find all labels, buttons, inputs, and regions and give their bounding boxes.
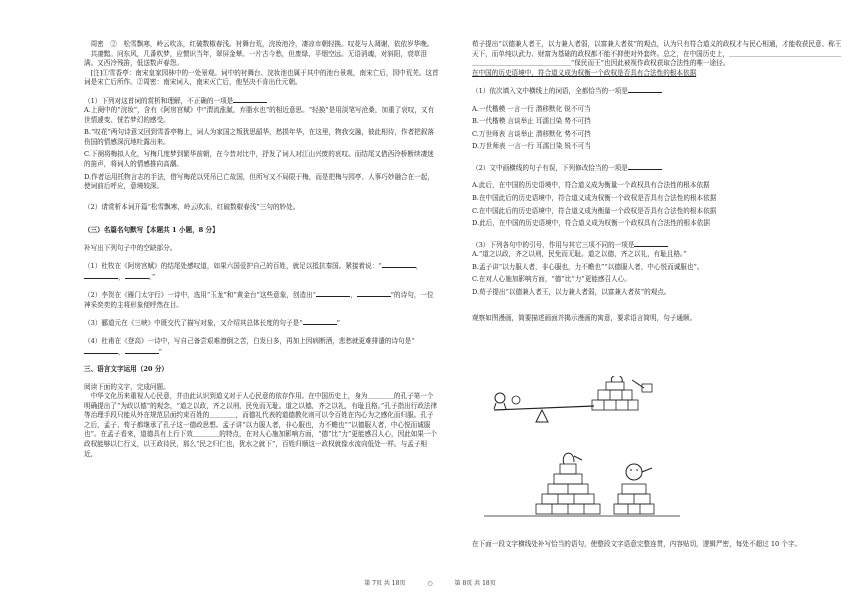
fill-2: （2）李贺在《雁门太守行》一诗中，选用“玉龙”和“黄金台”这些意象，创造出“ ， ”的诗句，一位神采奕奕的主将形象便呼然在目。 bbox=[84, 291, 434, 309]
r-q1-option-c: C.万世师表 言谈举止 潜移默化 势不可挡 bbox=[472, 129, 591, 138]
r-q3-option-d: D.荀子提出“以德兼人者王，以力兼人者弱，以富兼人者贫”的观点。 bbox=[472, 287, 671, 296]
q1-option-d: D.作者运用托物言志的手法，借写梅花以凭吊已亡故国，但所写又不局限于梅，而是把梅与园亭、人事巧妙融合在一起，使词前后呼应，意境较深。 bbox=[84, 172, 435, 191]
fill-3: （3）郦道元在《三峡》中既交代了描写对象，又介绍其总体长度的句子是“ ” bbox=[84, 319, 340, 328]
q2-stem: （2）请赏析本词开篇“松雪飘寒，岭云吹冻，红破数椒春浅”三句的妙处。 bbox=[84, 202, 300, 211]
last-question: 在下面一段文字横线处补写恰当的语句，使整段文字语意完整连贯，内容贴切，逻辑严密，每处不超过 10 个字。 bbox=[472, 540, 802, 548]
poem-note: [注]①雪香亭：南宋皇家园林中的一处景观。词中的衬舞台、浣妆池也属于其中的池台景观，南宋亡后，园中荒芜。这首词是宋亡后所作。②周密：南宋词人，南宋灭亡后，他坚决不肯出仕元朝。 bbox=[84, 68, 439, 87]
left-column bbox=[84, 40, 439, 459]
cartoon-prompt: 观察如图漫画，简要描述画面并揭示漫画的寓意，要求语言简明，句子通顺。 bbox=[472, 314, 697, 323]
page-number-right: 第 8页 共 18页 bbox=[454, 580, 496, 587]
r-q2-stem: （2）文中画横线的句子有误，下列修改恰当的一项是 bbox=[472, 163, 842, 174]
r-q1-option-b: B.一代楷模 言谈举止 耳濡目染 势不可挡 bbox=[472, 117, 591, 126]
section3-intro: 补写出下列句子中的空缺部分。 bbox=[84, 243, 177, 252]
r-q3-option-c: C.在对人心施加影响方面，“德”比“力”更能感召人心。 bbox=[472, 275, 631, 284]
cont-text: 荀子提出“以德兼人者王，以力兼人者弱，以富兼人者贫”的观点，认为只有符合道义的政权才与民心相通，才能收获民意、称王天下，而单纯以武力、财富为基础的政权都不能不抑使对外套终。总之，在中国历史上，＿＿＿＿＿＿＿＿＿＿＿＿＿＿＿＿＿＿＿＿＿＿＿＿＿＿＿＿＿＿＿＿“保民而王”也因此被视作政权获取合法性的唯一途径。 bbox=[472, 40, 842, 68]
q1-option-a: A.上阕中的“浣妆”，含有《阿房宫赋》中“渭流涨腻，弃脂水也”的相近意思。“轻换”是用淡笔写沧桑，加重了哀叹，又有世情遽变、恍若梦幻的感受。 bbox=[84, 106, 435, 124]
r-q3-stem: （3）下列各句中的引号，作用与其它三项不同的一项是 bbox=[472, 240, 842, 251]
r-q1-option-d: D.万世师表 一言一行 耳濡目染 锐不可当 bbox=[472, 142, 591, 151]
r-q1-stem: （1）依次填入文中横线上的词语，全都恰当的一项是 bbox=[472, 86, 842, 97]
lang-text: 中华文化历来重视人心民意，并由此认识到道义对于人心民意的依存作用。在中国历史上，身为＿＿＿＿的孔子第一个明确提出了“为政以德”的观念，“道之以政，齐之以刑，民免而无耻。道之以德，齐之以礼，有耻且格。”孔子指出行政法律等治理手段只能从外在规范层面约束百姓的＿＿＿＿，而德礼代表的道德教化则可以令百姓在内心为之感化而归服。孔子之后，孟子、荀子都继承了孔子这一德政思想。孟子讲“以力服人者，非心服也，力不赡也”“以德服人者，中心悦而诚服也”。在孟子看来，道德具有上行下效＿＿＿＿的特点，在对人心施加影响方面，“德”比“力”更能感召人心，因此如果一个政权能够以仁行义，以王政待民，那么“民之归仁也，犹水之就下”，百姓归顺这一政权就像水流向低处一样。与孟子相近， bbox=[84, 392, 438, 458]
lang-intro: 阅读下面的文字，完成问题。 bbox=[84, 382, 170, 391]
page-footer bbox=[0, 580, 860, 589]
q1-option-c: C.下阕将梅拟人化，写梅几度梦到繁华前朝，在今昔对比中，抒发了词人对江山兴废的哀叹。而结尾又借西泠桥断续凄迷的笛声，将词人的情感推向高潮。 bbox=[84, 150, 434, 169]
poem-line-1: 周密 ② 松雪飘寒，岭云吹冻，红破数椒春浅。衬舞台荒，浣妆池冷，凄凉市朝轻换。叹花与人凋谢，依依岁华晚。 bbox=[84, 40, 434, 48]
right-column bbox=[472, 40, 842, 324]
r-q2-option-c: C.在中国此后的历史语境中，符合道义成为衡量一个政权是否具有合法性的根本依据 bbox=[472, 206, 717, 215]
poem-line-2: 共凄黯。问东风，几番吹梦，应惯识当年，翠屏金辇。一片古今愁，但废绿、平烟空远。无语消魂，对斜阳，衰草泪满。又西冷残笛，低送数声春怨。 bbox=[84, 49, 427, 68]
r-q2-option-a: A.此后，在中国的历史语境中，符合道义成为衡量一个政权具有合法性的根本依据 bbox=[472, 181, 710, 190]
cont-underline: 在中国的历史语境中，符合道义成为权衡一个政权是否具有合法性的根本依据 bbox=[472, 68, 697, 77]
cartoon-illustration bbox=[474, 376, 690, 526]
r-q1-option-a: A.一代楷模 一言一行 潜移默化 锐不可当 bbox=[472, 104, 591, 113]
fill-4: （4）杜甫在《登高》一诗中，写自己备尝艰难潦倒之苦，白发日多，再加上因病断酒，悲愁就更难排遣的诗句是“， ” bbox=[84, 337, 415, 356]
page-number-left: 第 7页 共 18页 bbox=[364, 580, 406, 587]
section3-heading: （三）名篇名句默写【本题共 1 小题，8 分】 bbox=[84, 226, 219, 235]
footer-circle-icon: ○ bbox=[427, 580, 433, 587]
r-q2-option-d: D.此后，在中国的历史语境中，符合道义成为权衡一个政权具有合法性的根本依据 bbox=[472, 219, 710, 228]
last-question-block bbox=[472, 540, 842, 550]
q1-stem: （1）下列对这首词的赏析和理解，不正确的一项是 bbox=[84, 96, 439, 107]
q1-option-b: B.“叹花”两句诗意又回到雪香亭梅上，词人为家国之叛犹思韶华，愁损年华，在这里，物我交融，彼此相待，作者把叙落伤国的情感深沉地吐露出来。 bbox=[84, 128, 434, 146]
fill-1: （1）杜牧在《阿房宫赋》的结尾处感叹道，如果六国爱护自己的百姓，就足以抵抗秦国。紧接着说：“ ，， 。” bbox=[84, 262, 423, 281]
r-q2-option-b: B.在中国此后的历史语境中，符合道义成为权衡一个政权是否具有合法性的根本依据 bbox=[472, 194, 717, 203]
r-q3-option-b: B.孟子讲“以力服人者，非心服也，力不赡也”“以德服人者，中心悦而诚服也”。 bbox=[472, 262, 704, 271]
section-lang-heading: 三、语言文字运用（20 分） bbox=[84, 365, 169, 374]
r-q3-option-a: A.“道之以政，齐之以刑，民免而无耻。道之以德，齐之以礼，有耻且格。” bbox=[472, 250, 687, 259]
